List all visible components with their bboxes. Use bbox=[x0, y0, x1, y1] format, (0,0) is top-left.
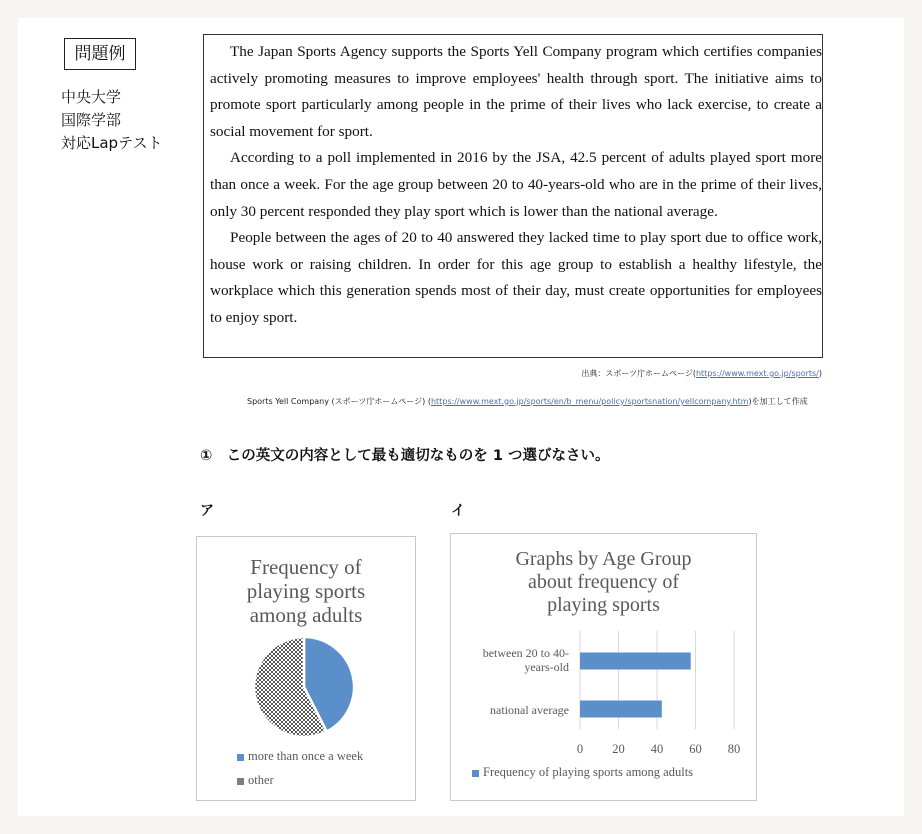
reading-passage bbox=[203, 34, 823, 358]
side-notes bbox=[61, 86, 162, 155]
pie-title-line-1: Frequency of bbox=[250, 555, 362, 579]
source-2-suffix: )を加工して作成 bbox=[748, 397, 808, 406]
category-2-line-1: national average bbox=[490, 703, 569, 717]
bar-chart-card bbox=[450, 533, 757, 801]
bar-2 bbox=[580, 701, 662, 718]
source-1-link[interactable]: https://www.mext.go.jp/sports/ bbox=[695, 369, 819, 378]
source-1-suffix: ) bbox=[818, 369, 822, 378]
pie-chart-card bbox=[196, 536, 416, 801]
option-b-label: イ bbox=[451, 503, 465, 519]
source-citation-1 bbox=[581, 368, 822, 379]
legend-swatch-blue bbox=[472, 770, 479, 777]
side-line-university: 中央大学 bbox=[61, 88, 122, 106]
bar-title-line-1: Graphs by Age Group bbox=[515, 548, 692, 570]
bar-legend-label: Frequency of playing sports among adults bbox=[483, 765, 694, 779]
pie-title-line-3: among adults bbox=[249, 603, 363, 627]
option-a-label: ア bbox=[200, 503, 214, 519]
side-line-faculty: 国際学部 bbox=[61, 111, 122, 129]
example-badge: 問題例 bbox=[64, 38, 136, 70]
pie-legend-item-1 bbox=[237, 749, 363, 764]
legend-swatch-blue bbox=[237, 754, 244, 761]
source-1-prefix: 出典：スポーツ庁ホームページ( bbox=[581, 369, 696, 378]
pie-title-line-2: playing sports bbox=[246, 579, 366, 603]
pie-legend-label-2: other bbox=[248, 773, 274, 787]
bar-chart bbox=[451, 534, 756, 800]
pie-legend-item-2 bbox=[237, 773, 274, 788]
question-text: ① この英文の内容として最も適切なものを 1 つ選びなさい。 bbox=[200, 448, 610, 464]
bar-title-line-2: about frequency of bbox=[527, 571, 680, 593]
side-line-test: 対応Lapテスト bbox=[61, 134, 163, 152]
bar-tick-label-4: 60 bbox=[689, 742, 702, 756]
category-1-line-2: years-old bbox=[524, 660, 569, 674]
bar-tick-label-3: 40 bbox=[650, 742, 664, 756]
bar-tick-label-1: 0 bbox=[576, 742, 584, 756]
category-1-line-1: between 20 to 40- bbox=[482, 646, 569, 660]
bar-title-line-3: playing sports bbox=[547, 594, 660, 616]
passage-paragraph-1: The Japan Sports Agency supports the Sports Yell Company program which certifies companies actively promoting measures to improve employees' health through sport. The initiative aims to promote sport particularly among people in the prime of their lives who lack exercise, to create a social movement for sport. bbox=[210, 43, 822, 140]
passage-paragraph-2: According to a poll implemented in 2016 by the JSA, 42.5 percent of adults played sport more than once a week. For the age group between 20 to 40-years-old who are in the prime of their lives, only 30 percent responded they play sport which is lower than the national average. bbox=[210, 149, 822, 220]
legend-swatch-pattern bbox=[237, 778, 244, 785]
source-citation-2 bbox=[247, 396, 808, 407]
bar-1 bbox=[580, 653, 691, 670]
bar-tick-label-5: 80 bbox=[727, 742, 741, 756]
pie-legend-label-1: more than once a week bbox=[248, 749, 364, 763]
passage-paragraph-3: People between the ages of 20 to 40 answered they lacked time to play sport due to office work, house work or raising children. In order for this age group to establish a healthy lifestyle, the workplace which this generation spends most of their day, must create opportunities for employees to enjoy sport. bbox=[210, 229, 822, 326]
bar-tick-label-2: 20 bbox=[612, 742, 625, 756]
source-2-link[interactable]: https://www.mext.go.jp/sports/en/b_menu/policy/sportsnation/yellcompany.htm bbox=[430, 397, 749, 406]
bar-legend-item bbox=[472, 765, 693, 780]
source-2-prefix: Sports Yell Company (スポーツ庁ホームページ) ( bbox=[247, 397, 431, 406]
